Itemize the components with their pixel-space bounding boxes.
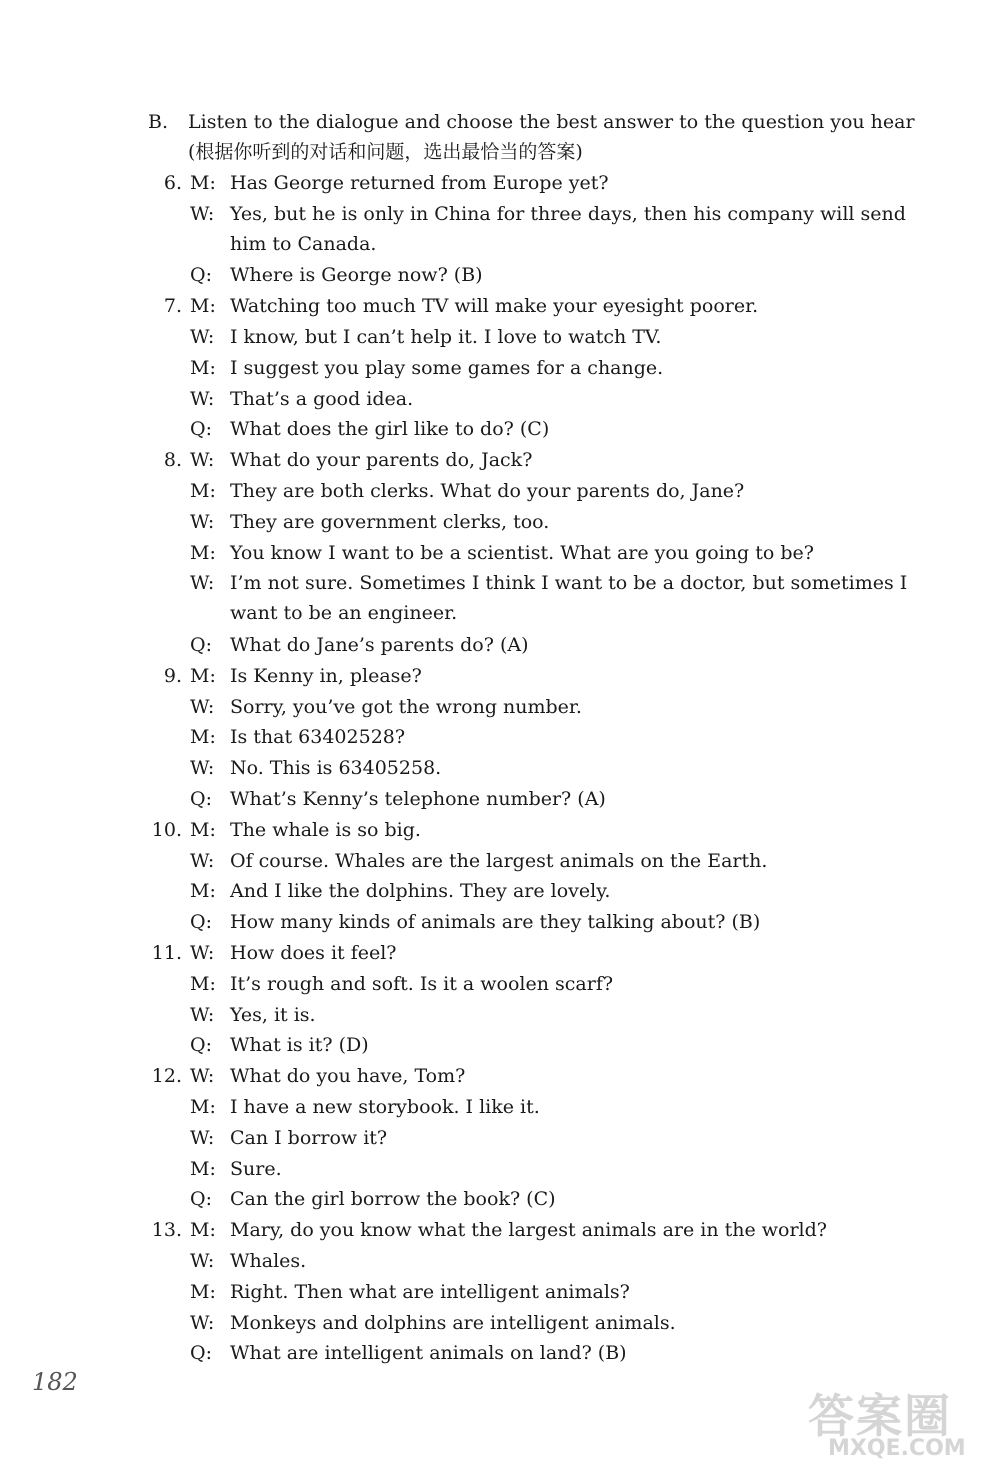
speaker-label: Q: [190, 1034, 212, 1057]
dialogue-text: How many kinds of animals are they talking about? (B) [230, 911, 761, 934]
dialogue-text: You know I want to be a scientist. What are you going to be? [230, 541, 814, 564]
dialogue-text: Right. Then what are intelligent animals? [230, 1280, 630, 1303]
speaker-label: M: [190, 480, 216, 502]
page-number: 182 [32, 1368, 78, 1396]
speaker-label: M: [190, 726, 216, 749]
speaker-label: Q: [190, 1188, 212, 1211]
speaker-label: M: [190, 972, 216, 995]
dialogue-text: What does the girl like to do? (C) [230, 418, 550, 441]
question-number: 13. [151, 1219, 182, 1242]
dialogue-text: The whale is so big. [230, 818, 421, 841]
speaker-label: W: [190, 326, 215, 348]
speaker-label: Q: [190, 788, 212, 810]
section-instruction [148, 107, 938, 167]
speaker-label: Q: [190, 634, 212, 656]
speaker-label: W: [190, 202, 215, 225]
speaker-label: W: [190, 572, 215, 595]
watermark-url: MXQE.COM [828, 1436, 966, 1461]
speaker-label: W: [190, 849, 215, 872]
speaker-label: W: [190, 449, 215, 472]
speaker-label: M: [190, 1219, 216, 1242]
dialogue-text: Can I borrow it? [230, 1126, 388, 1149]
speaker-label: M: [190, 664, 216, 687]
dialogue-text: Is Kenny in, please? [230, 664, 422, 687]
dialogue-text: Is that 63402528? [230, 726, 406, 749]
question-number: 8. [163, 449, 182, 472]
instruction-text: Listen to the dialogue and choose the best answer to the question you hear (根据你听到的对话和问题，选出最恰当的答案) [188, 111, 915, 163]
speaker-label: M: [190, 172, 216, 194]
speaker-label: Q: [190, 418, 212, 441]
speaker-label: M: [190, 541, 216, 564]
speaker-label: W: [190, 1003, 215, 1026]
dialogue-text: They are government clerks, too. [230, 510, 550, 533]
speaker-label: W: [190, 695, 215, 718]
speaker-label: M: [190, 818, 216, 841]
dialogue-text: What are intelligent animals on land? (B) [230, 1342, 627, 1365]
watermark-logo: 答案圈 [808, 1389, 952, 1443]
dialogue-text: Whales. [230, 1250, 307, 1272]
dialogue-text: I’m not sure. Sometimes I think I want to be a doctor, but sometimes I want to be an engineer. [230, 572, 908, 625]
section-letter: B. [148, 111, 169, 133]
speaker-label: W: [190, 1126, 215, 1149]
dialogue-text: Can the girl borrow the book? (C) [230, 1188, 556, 1211]
speaker-label: Q: [190, 1342, 212, 1365]
dialogue-text: Yes, it is. [230, 1003, 316, 1026]
speaker-label: W: [190, 1311, 215, 1334]
question-number: 11. [151, 942, 182, 964]
dialogue-text: Of course. Whales are the largest animals on the Earth. [230, 849, 768, 872]
dialogue-text: What do Jane’s parents do? (A) [230, 634, 529, 656]
speaker-label: W: [190, 387, 215, 410]
question-number: 6. [163, 172, 182, 194]
dialogue-text: Has George returned from Europe yet? [230, 172, 609, 194]
dialogue-text: Mary, do you know what the largest animals are in the world? [230, 1219, 827, 1242]
dialogue-text: Sorry, you’ve got the wrong number. [230, 695, 582, 718]
watermark [808, 1380, 988, 1466]
dialogue-text: That’s a good idea. [230, 387, 414, 410]
dialogue-text: And I like the dolphins. They are lovely. [230, 880, 611, 903]
dialogue-text: It’s rough and soft. Is it a woolen scarf? [230, 972, 614, 995]
speaker-label: M: [190, 1096, 216, 1118]
speaker-label: M: [190, 295, 216, 318]
speaker-label: W: [190, 510, 215, 533]
dialogue-text: No. This is 63405258. [230, 757, 442, 780]
dialogue-text: Where is George now? (B) [230, 264, 483, 287]
dialogue-text: I have a new storybook. I like it. [230, 1096, 540, 1118]
speaker-label: M: [190, 356, 216, 379]
speaker-label: M: [190, 1280, 216, 1303]
dialogue-text: I know, but I can’t help it. I love to watch TV. [230, 326, 662, 348]
speaker-label: W: [190, 1250, 215, 1272]
dialogue-text: What’s Kenny’s telephone number? (A) [230, 788, 606, 810]
speaker-label: M: [190, 1157, 216, 1180]
dialogue-text: Watching too much TV will make your eyesight poorer. [230, 295, 759, 318]
dialogue-text: I suggest you play some games for a change. [230, 356, 664, 379]
dialogue-text: How does it feel? [230, 942, 397, 964]
dialogue-text: What do your parents do, Jack? [230, 449, 533, 472]
question-number: 9. [163, 664, 182, 687]
dialogue-text: What do you have, Tom? [230, 1065, 466, 1088]
dialogue-text: Sure. [230, 1157, 282, 1180]
speaker-label: M: [190, 880, 216, 903]
speaker-label: W: [190, 942, 215, 964]
question-number: 10. [151, 818, 182, 841]
dialogue-text: They are both clerks. What do your parents do, Jane? [230, 480, 745, 502]
question-number: 12. [151, 1065, 182, 1088]
speaker-label: W: [190, 757, 215, 780]
dialogue-text: Monkeys and dolphins are intelligent animals. [230, 1311, 676, 1334]
dialogue-text: Yes, but he is only in China for three days, then his company will send him to Canada. [230, 202, 906, 255]
speaker-label: Q: [190, 911, 212, 934]
speaker-label: Q: [190, 264, 212, 287]
speaker-label: W: [190, 1065, 215, 1088]
question-number: 7. [163, 295, 182, 318]
dialogue-text: What is it? (D) [230, 1034, 369, 1057]
